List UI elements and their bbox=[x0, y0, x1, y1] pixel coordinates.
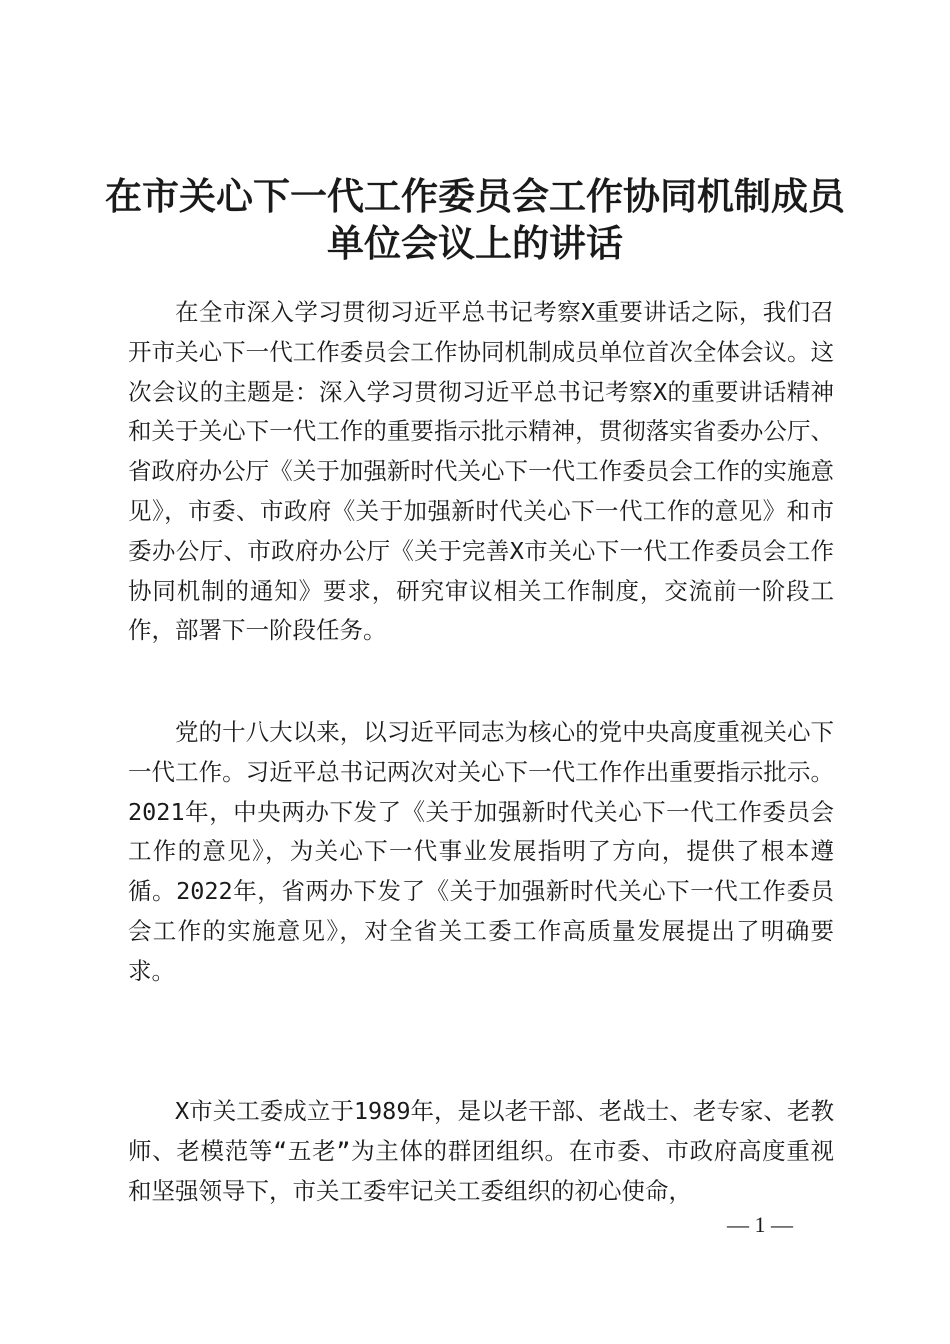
page-number: — 1 — bbox=[727, 1212, 793, 1237]
paragraph-1: 在全市深入学习贯彻习近平总书记考察X重要讲话之际，我们召开市关心下一代工作委员会工作协同机制成员单位首次全体会议。这次会议的主题是：深入学习贯彻习近平总书记考察X的重要讲话精神和关于关心下一代工作的重要指示批示精神，贯彻落实省委办公厅、省政府办公厅《关于加强新时代关心下一代工作委员会工作的实施意见》，市委、市政府《关于加强新时代关心下一代工作的意见》和市委办公厅、市政府办公厅《关于完善X市关心下一代工作委员会工作协同机制的通知》要求，研究审议相关工作制度，交流前一阶段工作，部署下一阶段任务。 bbox=[128, 298, 834, 645]
document-title-line-2: 单位会议上的讲话 bbox=[327, 221, 623, 265]
paragraph-3: X市关工委成立于1989年，是以老干部、老战士、老专家、老教师、老模范等“五老”为主体的群团组织。在市委、市政府高度重视和坚强领导下，市关工委牢记关工委组织的初心使命， bbox=[128, 1097, 834, 1205]
paragraph-2: 党的十八大以来，以习近平同志为核心的党中央高度重视关心下一代工作。习近平总书记两次对关心下一代工作作出重要指示批示。2021年，中央两办下发了《关于加强新时代关心下一代工作委员会工作的意见》，为关心下一代事业发展指明了方向，提供了根本遵循。2022年，省两办下发了《关于加强新时代关心下一代工作委员会工作的实施意见》，对全省关工委工作高质量发展提出了明确要求。 bbox=[128, 718, 834, 985]
document-title-line-1: 在市关心下一代工作委员会工作协同机制成员 bbox=[105, 174, 845, 218]
